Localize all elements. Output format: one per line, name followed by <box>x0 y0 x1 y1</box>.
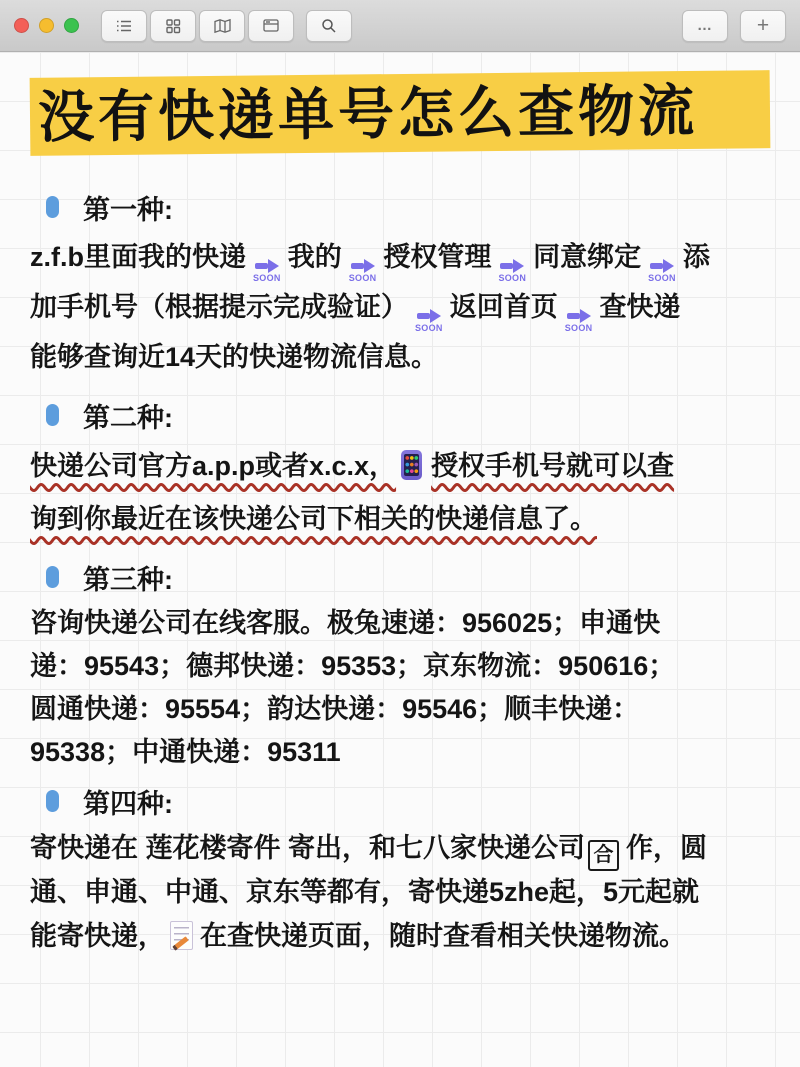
section-heading <box>30 560 770 594</box>
bullet-icon <box>46 566 59 588</box>
soon-arrow-icon <box>349 259 377 283</box>
text-run: 能够查询近14天的快递物流信息。 <box>30 342 439 372</box>
note-title: 没有快递单号怎么查物流 <box>30 70 771 156</box>
soon-label: SOON <box>648 273 676 283</box>
soon-arrow-icon <box>648 259 676 283</box>
arrow-glyph <box>500 259 524 272</box>
paragraph-line <box>30 870 770 914</box>
text-run: 同意绑定 <box>533 242 642 272</box>
soon-label: SOON <box>253 273 281 283</box>
section-heading <box>30 784 770 818</box>
paragraph-line <box>30 826 770 870</box>
text-run: 授权手机号就可以查 <box>431 451 675 481</box>
paragraph <box>30 826 770 958</box>
ellipsis-icon: … <box>697 16 713 34</box>
text-run: 圆通快递：95554；韵达快递：95546；顺丰快递： <box>30 694 640 724</box>
text-run: 授权管理 <box>383 242 492 272</box>
map-view-icon <box>212 17 232 35</box>
paragraph-line <box>30 232 770 282</box>
section-heading-label: 第一种: <box>83 194 173 225</box>
arrow-glyph <box>255 259 279 272</box>
note-canvas <box>0 52 800 1067</box>
list-view-button[interactable] <box>101 10 147 42</box>
soon-label: SOON <box>564 323 593 333</box>
soon-arrow-icon <box>498 259 526 283</box>
paragraph <box>30 440 770 546</box>
section-heading <box>30 190 770 224</box>
soon-label: SOON <box>348 273 377 283</box>
section-heading-label: 第二种: <box>83 402 173 433</box>
text-run: 作，圆 <box>626 833 708 863</box>
add-note-button[interactable] <box>740 10 786 42</box>
section-heading <box>30 398 770 432</box>
text-run: z.f.b里面我的快递 <box>30 242 246 272</box>
text-run: 95338；中通快递：95311 <box>30 737 341 767</box>
paragraph <box>30 602 770 774</box>
text-run: 能寄快递， <box>30 921 165 951</box>
paragraph-line <box>30 440 770 493</box>
paragraph <box>30 232 770 382</box>
soon-arrow-icon <box>415 309 443 333</box>
card-view-button[interactable] <box>248 10 294 42</box>
bullet-icon <box>46 790 59 812</box>
text-run: 快递公司官方a.p.p或者x.c.x， <box>30 451 397 481</box>
text-run: 咨询快递公司在线客服。极兔速递：956025；申通快 <box>30 608 661 638</box>
zoom-button[interactable] <box>64 18 79 33</box>
paragraph-line <box>30 493 770 546</box>
search-icon <box>320 17 338 35</box>
section-heading-label: 第四种: <box>83 788 173 819</box>
paragraph-line <box>30 602 770 645</box>
paragraph-line <box>30 282 770 332</box>
note-body <box>30 190 770 958</box>
text-run: 加手机号（根据提示完成验证） <box>30 292 408 322</box>
text-run: 返回首页 <box>449 292 558 322</box>
paragraph-line <box>30 645 770 688</box>
text-run: 查快递 <box>599 292 681 322</box>
text-run: 我的 <box>287 242 342 272</box>
more-button[interactable] <box>682 10 728 42</box>
search-button[interactable] <box>306 10 352 42</box>
text-run: 在查快递页面，随时查看相关快递物流。 <box>200 921 686 951</box>
paragraph-line <box>30 914 770 958</box>
bullet-icon <box>46 196 59 218</box>
soon-arrow-icon <box>253 259 281 283</box>
list-view-icon <box>114 17 134 35</box>
text-run: 添 <box>682 242 710 272</box>
map-view-button[interactable] <box>199 10 245 42</box>
arrow-glyph <box>351 259 375 272</box>
minimize-button[interactable] <box>39 18 54 33</box>
mobile-phone-icon <box>401 450 422 480</box>
text-run: 寄快递在 莲花楼寄件 寄出，和七八家快递公司 <box>30 833 586 863</box>
soon-label: SOON <box>498 273 527 283</box>
soon-label: SOON <box>415 323 443 333</box>
grid-view-button[interactable] <box>150 10 196 42</box>
text-run: 通、申通、中通、京东等都有，寄快递5zhe起，5元起就 <box>30 877 700 907</box>
arrow-glyph <box>567 309 591 322</box>
paragraph-line <box>30 332 770 382</box>
text-run: 询到你最近在该快递公司下相关的快递信息了。 <box>30 504 597 534</box>
memo-icon <box>170 921 193 950</box>
traffic-lights <box>14 18 79 33</box>
boxed-he-icon: 合 <box>588 840 619 871</box>
paragraph-line <box>30 688 770 731</box>
card-view-icon <box>261 17 281 34</box>
arrow-glyph <box>417 309 441 322</box>
plus-icon: + <box>756 13 770 37</box>
view-switcher <box>101 10 294 42</box>
grid-view-icon <box>164 17 182 35</box>
bullet-icon <box>46 404 59 426</box>
arrow-glyph <box>650 259 674 272</box>
close-button[interactable] <box>14 18 29 33</box>
paragraph-line <box>30 731 770 774</box>
section-heading-label: 第三种: <box>83 564 173 595</box>
note-title-highlight <box>30 70 771 156</box>
soon-arrow-icon <box>565 309 593 333</box>
text-run: 递：95543；德邦快递：95353；京东物流：950616； <box>30 651 676 681</box>
window-toolbar <box>0 0 800 52</box>
